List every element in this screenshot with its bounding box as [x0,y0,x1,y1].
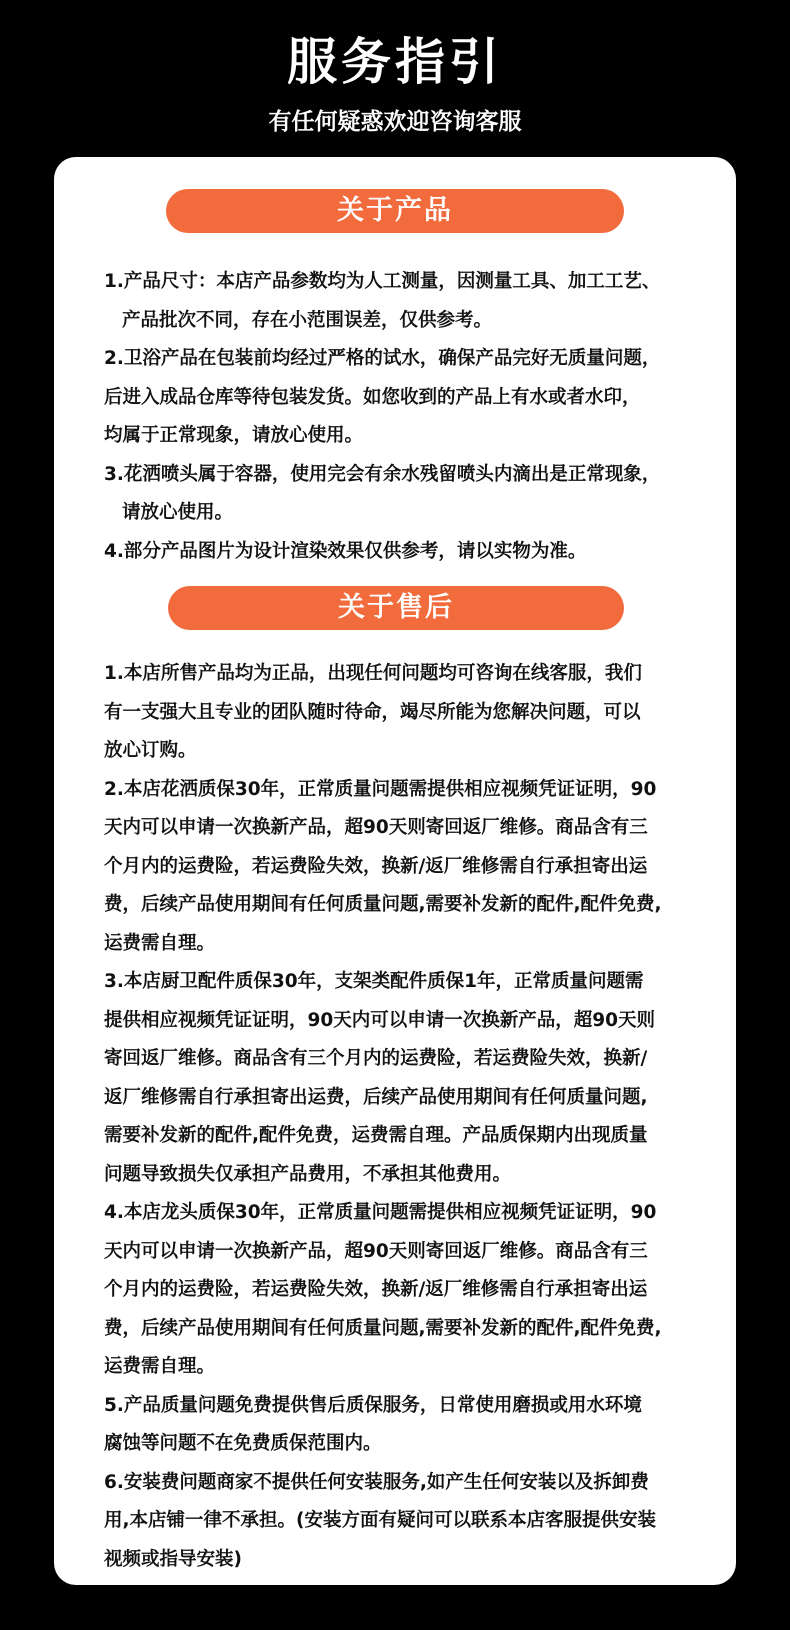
section-heading-aftersales: 关于售后 [168,586,624,630]
content-card [54,157,736,1585]
aftersales-note-3: 3.本店厨卫配件质保30年，支架类配件质保1年，正常质量问题需 提供相应视频凭证证明，90天内可以申请一次换新产品，超90天则 寄回返厂维修。商品含有三个月内的运费险，若运费险失效，换新/ 返厂维修需自行承担寄出运费，后续产品使用期间有任何质量问题, 需要补发新的配件,配件免费，运费需自理。产品质保期内出现质量 问题导致损失仅承担产品费用，不承担其他费用。 [104,971,655,1185]
aftersales-note-4: 4.本店龙头质保30年，正常质量问题需提供相应视频凭证证明，90 天内可以申请一次换新产品，超90天则寄回返厂维修。商品含有三 个月内的运费险，若运费险失效，换新/返厂维修需自行承担寄出运 费，后续产品使用期间有任何质量问题,需要补发新的配件,配件免费, 运费需自理。 [104,1202,662,1377]
aftersales-note-2: 2.本店花洒质保30年，正常质量问题需提供相应视频凭证证明，90 天内可以申请一次换新产品，超90天则寄回返厂维修。商品含有三 个月内的运费险，若运费险失效，换新/返厂维修需自行承担寄出运 费，后续产品使用期间有任何质量问题,需要补发新的配件,配件免费, 运费需自理。 [104,778,662,954]
page-subtitle: 有任何疑惑欢迎咨询客服 [268,109,522,135]
product-note-1: 1.产品尺寸：本店产品参数均为人工测量，因测量工具、加工工艺、 产品批次不同，存在小范围误差，仅供参考。 [104,271,661,331]
aftersales-note-6: 6.安装费问题商家不提供任何安装服务,如产生任何安装以及拆卸费 用,本店铺一律不承担。(安装方面有疑问可以联系本店客服提供安装 视频或指导安装) [104,1471,656,1570]
product-notes-list [104,263,704,571]
product-note-3: 3.花洒喷头属于容器，使用完会有余水残留喷头内滴出是正常现象， 请放心使用。 [104,463,661,523]
section-heading-product: 关于产品 [166,189,624,233]
page-title: 服务指引 [287,33,503,91]
aftersales-note-1: 1.本店所售产品均为正品，出现任何问题均可咨询在线客服，我们 有一支强大且专业的团队随时待命，竭尽所能为您解决问题，可以 放心订购。 [104,663,642,761]
product-note-2: 2.卫浴产品在包装前均经过严格的试水，确保产品完好无质量问题， 后进入成品仓库等待包装发货。如您收到的产品上有水或者水印， 均属于正常现象，请放心使用。 [104,348,661,446]
aftersales-note-5: 5.产品质量问题免费提供售后质保服务，日常使用磨损或用水环境 腐蚀等问题不在免费质保范围内。 [104,1394,642,1454]
aftersales-notes-list [104,655,704,1579]
product-note-4: 4.部分产品图片为设计渲染效果仅供参考，请以实物为准。 [104,540,587,562]
